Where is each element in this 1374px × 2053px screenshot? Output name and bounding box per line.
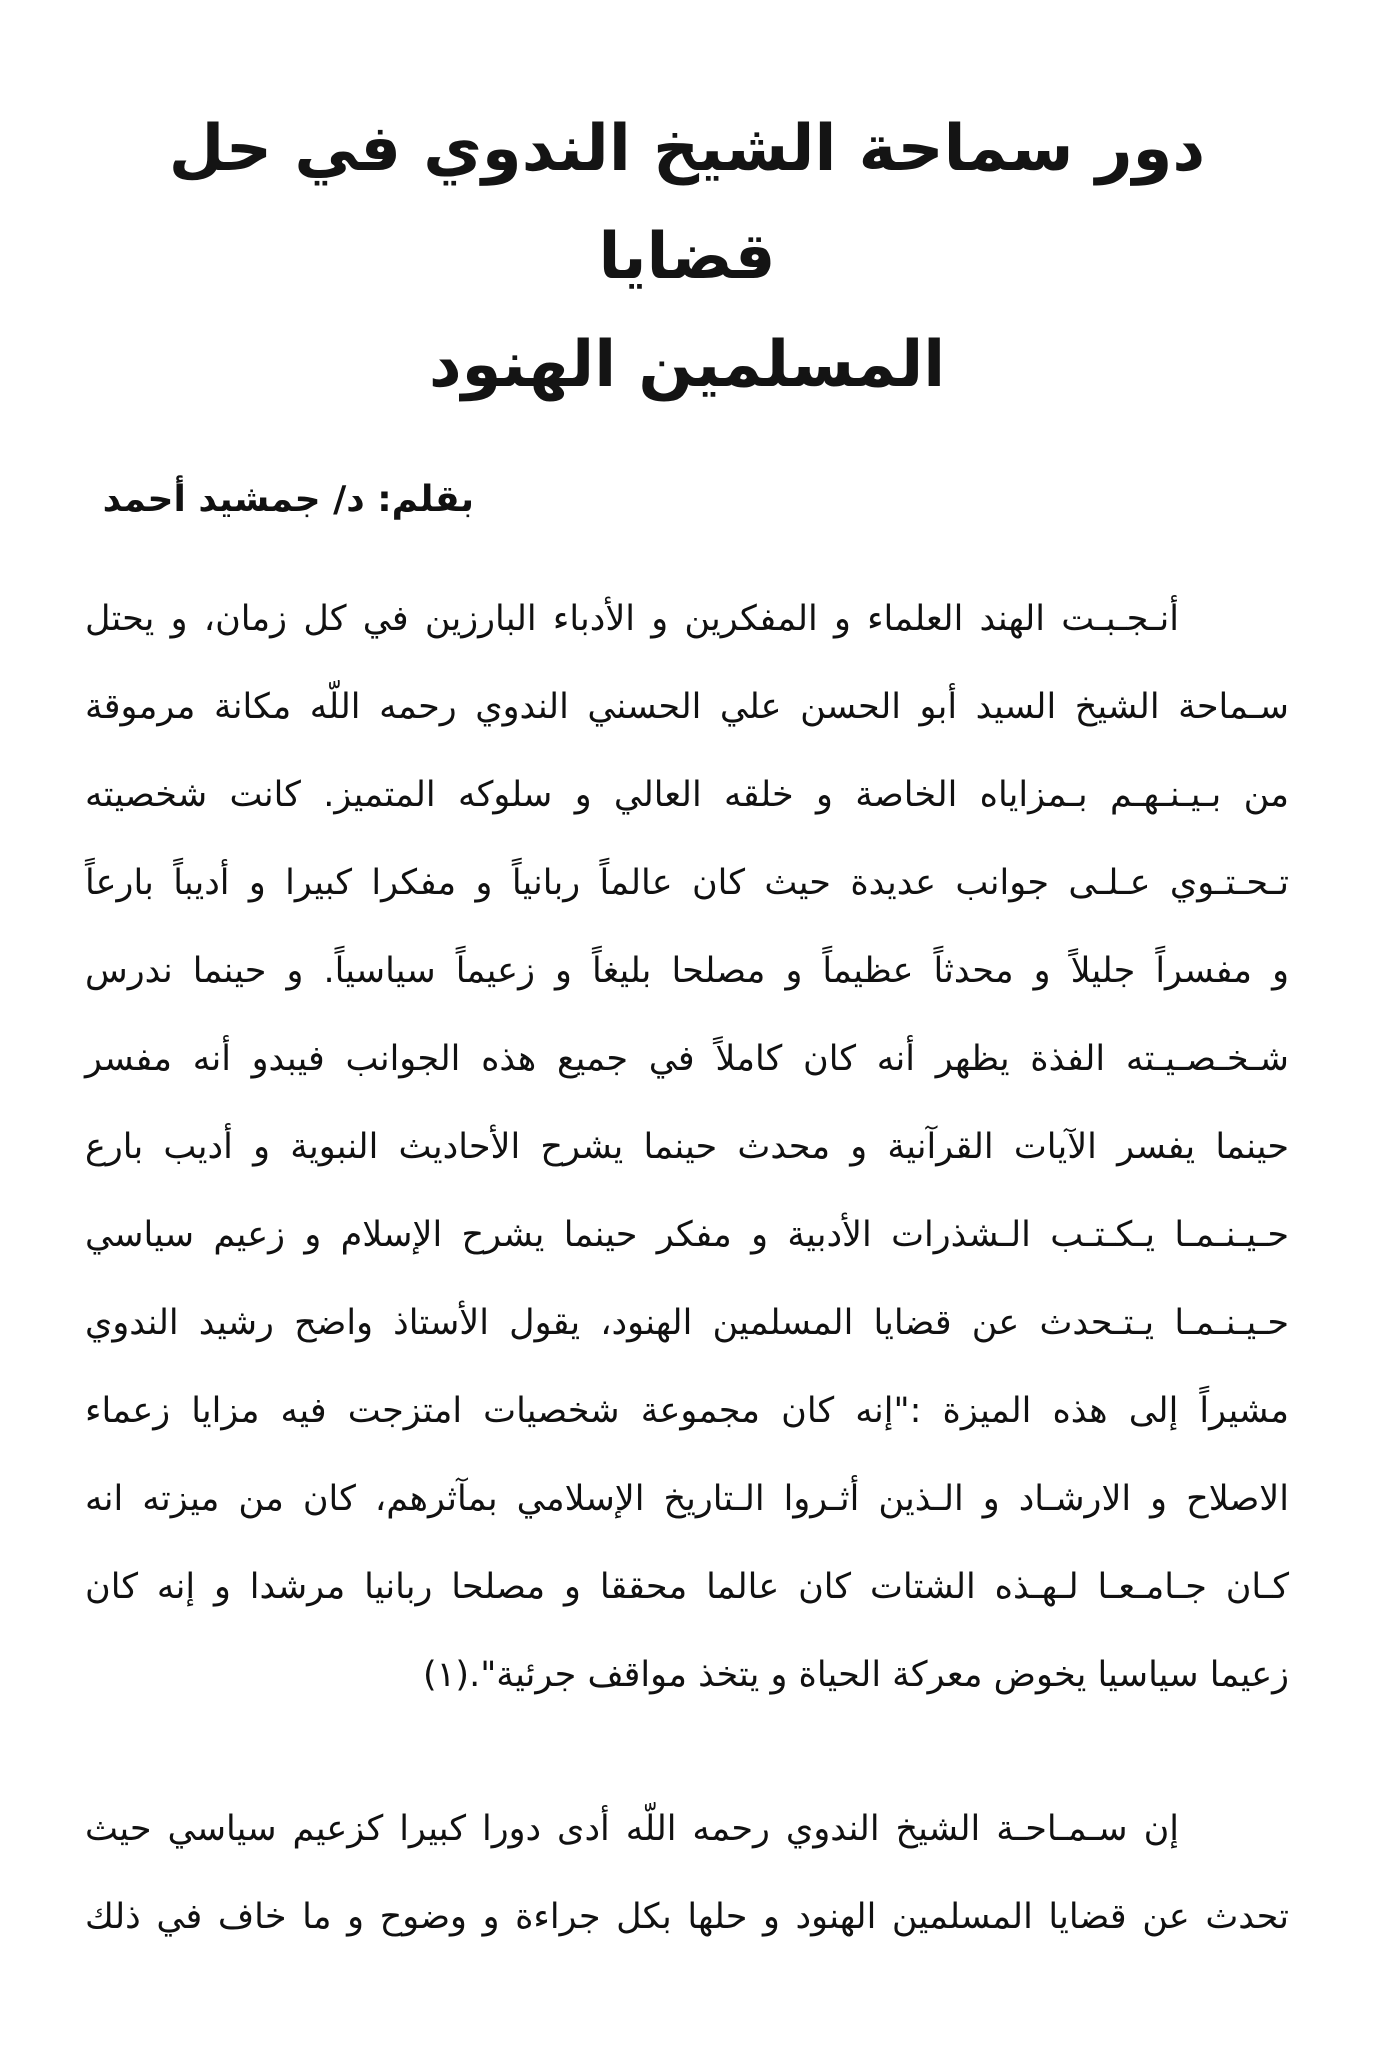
text-line: الاصلاح و الارشـاد و الـذين أثـروا الـتاريخ الإسلامي بمآثرهم، كان من ميزته انه xyxy=(85,1479,1289,1519)
article-title xyxy=(150,95,1224,419)
author-byline: بقلم: د/ جمشيد أحمد xyxy=(102,479,474,520)
text-line: سـماحة الشيخ السيد أبو الحسن علي الحسني الندوي رحمه اللّه مكانة مرموقة xyxy=(85,687,1289,727)
text-line: من بـيـنـهـم بـمزاياه الخاصة و خلقه العالي و سلوكه المتميز. كانت شخصيته xyxy=(85,775,1289,815)
text-line: حـيـنـمـا يـتـحدث عن قضايا المسلمين الهنود، يقول الأستاذ واضح رشيد الندوي xyxy=(85,1303,1289,1343)
text-line: و مفسراً جليلاً و محدثاً عظيماً و مصلحا بليغاً و زعيماً سياسياً. و حينما ندرس xyxy=(85,951,1289,991)
text-line: كـان جـامـعـا لـهـذه الشتات كان عالما محققا و مصلحا ربانيا مرشدا و إنه كان xyxy=(85,1567,1289,1607)
text-line: زعيما سياسيا يخوض معركة الحياة و يتخذ مواقف جرئية".(١) xyxy=(422,1655,1289,1695)
text-line: تـحـتـوي عـلـى جوانب عديدة حيث كان عالماً ربانياً و مفكرا كبيرا و أديباً بارعاً xyxy=(85,863,1289,903)
paragraph-2 xyxy=(85,1785,1289,1961)
title-line: المسلمين الهنود xyxy=(428,328,946,402)
text-line: شـخـصـيـته الفذة يظهر أنه كان كاملاً في جميع هذه الجوانب فيبدو أنه مفسر xyxy=(85,1039,1289,1079)
text-line: تحدث عن قضايا المسلمين الهنود و حلها بكل جراءة و وضوح و ما خاف في ذلك xyxy=(85,1897,1289,1937)
text-line: إن سـمـاحـة الشيخ الندوي رحمه اللّه أدى دورا كبيرا كزعيم سياسي حيث xyxy=(85,1809,1179,1849)
title-line: دور سماحة الشيخ الندوي في حل قضايا xyxy=(168,112,1206,294)
text-line: حينما يفسر الآيات القرآنية و محدث حينما يشرح الأحاديث النبوية و أديب بارع xyxy=(85,1127,1289,1167)
text-line: أنـجـبـت الهند العلماء و المفكرين و الأدباء البارزين في كل زمان، و يحتل xyxy=(85,599,1179,639)
text-line: مشيراً إلى هذه الميزة :"إنه كان مجموعة شخصيات امتزجت فيه مزايا زعماء xyxy=(85,1391,1289,1431)
paragraph-1 xyxy=(85,575,1289,1719)
text-line: حـيـنـمـا يـكـتـب الـشذرات الأدبية و مفكر حينما يشرح الإسلام و زعيم سياسي xyxy=(85,1215,1289,1255)
